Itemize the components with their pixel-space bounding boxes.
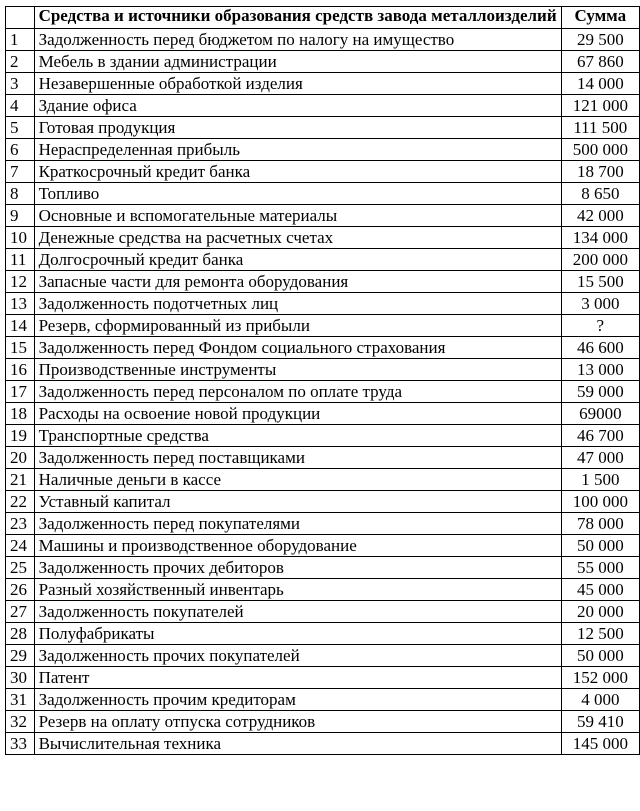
row-number: 30 [6, 667, 35, 689]
row-description: Задолженность перед поставщиками [34, 447, 561, 469]
row-description: Резерв, сформированный из прибыли [34, 315, 561, 337]
row-number: 2 [6, 51, 35, 73]
row-number: 24 [6, 535, 35, 557]
row-number: 15 [6, 337, 35, 359]
row-number: 25 [6, 557, 35, 579]
row-number: 14 [6, 315, 35, 337]
row-description: Задолженность перед персоналом по оплате труда [34, 381, 561, 403]
row-amount: 18 700 [561, 161, 639, 183]
table-row [6, 205, 640, 227]
row-description: Задолженность перед бюджетом по налогу на имущество [34, 29, 561, 51]
table-row [6, 403, 640, 425]
table-row [6, 469, 640, 491]
row-number: 21 [6, 469, 35, 491]
row-amount: 46 700 [561, 425, 639, 447]
row-number: 4 [6, 95, 35, 117]
row-amount: 69000 [561, 403, 639, 425]
row-amount: 50 000 [561, 645, 639, 667]
row-amount: 8 650 [561, 183, 639, 205]
row-number: 13 [6, 293, 35, 315]
table-row [6, 249, 640, 271]
table-row [6, 95, 640, 117]
row-description: Машины и производственное оборудование [34, 535, 561, 557]
row-amount: 12 500 [561, 623, 639, 645]
table-row [6, 29, 640, 51]
row-number: 12 [6, 271, 35, 293]
row-amount: 500 000 [561, 139, 639, 161]
row-number: 9 [6, 205, 35, 227]
table-row [6, 579, 640, 601]
row-amount: 152 000 [561, 667, 639, 689]
row-number: 11 [6, 249, 35, 271]
row-number: 10 [6, 227, 35, 249]
row-description: Вычислительная техника [34, 733, 561, 755]
table-header-row [6, 7, 640, 29]
row-description: Разный хозяйственный инвентарь [34, 579, 561, 601]
row-amount: 100 000 [561, 491, 639, 513]
table-row [6, 557, 640, 579]
row-number: 29 [6, 645, 35, 667]
row-number: 28 [6, 623, 35, 645]
row-amount: 46 600 [561, 337, 639, 359]
table-row [6, 447, 640, 469]
table-row [6, 425, 640, 447]
row-description: Задолженность прочих дебиторов [34, 557, 561, 579]
row-description: Задолженность прочих покупателей [34, 645, 561, 667]
row-number: 26 [6, 579, 35, 601]
row-description: Задолженность перед Фондом социального страхования [34, 337, 561, 359]
row-amount: 47 000 [561, 447, 639, 469]
row-number: 32 [6, 711, 35, 733]
row-amount: 78 000 [561, 513, 639, 535]
row-number: 18 [6, 403, 35, 425]
row-description: Производственные инструменты [34, 359, 561, 381]
row-number: 22 [6, 491, 35, 513]
table-row [6, 513, 640, 535]
table-row [6, 315, 640, 337]
table-row [6, 183, 640, 205]
row-number: 17 [6, 381, 35, 403]
row-description: Полуфабрикаты [34, 623, 561, 645]
row-number: 33 [6, 733, 35, 755]
row-amount: 4 000 [561, 689, 639, 711]
row-description: Задолженность перед покупателями [34, 513, 561, 535]
row-description: Задолженность подотчетных лиц [34, 293, 561, 315]
row-amount: 134 000 [561, 227, 639, 249]
row-number: 7 [6, 161, 35, 183]
row-amount: 55 000 [561, 557, 639, 579]
table-row [6, 381, 640, 403]
table-row [6, 667, 640, 689]
row-description: Долгосрочный кредит банка [34, 249, 561, 271]
row-amount: 42 000 [561, 205, 639, 227]
row-amount: 13 000 [561, 359, 639, 381]
row-amount: 111 500 [561, 117, 639, 139]
table-row [6, 139, 640, 161]
row-number: 8 [6, 183, 35, 205]
table-row [6, 271, 640, 293]
table-row [6, 51, 640, 73]
assets-sources-table [5, 6, 640, 755]
table-row [6, 645, 640, 667]
row-description: Готовая продукция [34, 117, 561, 139]
row-number: 1 [6, 29, 35, 51]
row-description: Мебель в здании администрации [34, 51, 561, 73]
header-description: Средства и источники образования средств завода металлоизделий [34, 7, 561, 29]
table-row [6, 161, 640, 183]
table-row [6, 733, 640, 755]
row-number: 5 [6, 117, 35, 139]
row-description: Уставный капитал [34, 491, 561, 513]
row-amount: 15 500 [561, 271, 639, 293]
table-row [6, 73, 640, 95]
row-description: Резерв на оплату отпуска сотрудников [34, 711, 561, 733]
table-row [6, 337, 640, 359]
table-row [6, 117, 640, 139]
row-number: 23 [6, 513, 35, 535]
row-amount: 50 000 [561, 535, 639, 557]
row-number: 20 [6, 447, 35, 469]
row-description: Нераспределенная прибыль [34, 139, 561, 161]
table-row [6, 535, 640, 557]
row-amount: 67 860 [561, 51, 639, 73]
row-amount: ? [561, 315, 639, 337]
row-description: Денежные средства на расчетных счетах [34, 227, 561, 249]
table-row [6, 623, 640, 645]
header-amount: Сумма [561, 7, 639, 29]
row-amount: 59 410 [561, 711, 639, 733]
row-description: Задолженность покупателей [34, 601, 561, 623]
row-amount: 145 000 [561, 733, 639, 755]
row-amount: 200 000 [561, 249, 639, 271]
table-row [6, 359, 640, 381]
row-description: Задолженность прочим кредиторам [34, 689, 561, 711]
row-description: Транспортные средства [34, 425, 561, 447]
row-description: Краткосрочный кредит банка [34, 161, 561, 183]
row-description: Запасные части для ремонта оборудования [34, 271, 561, 293]
row-description: Патент [34, 667, 561, 689]
row-number: 19 [6, 425, 35, 447]
row-amount: 29 500 [561, 29, 639, 51]
row-number: 6 [6, 139, 35, 161]
row-number: 16 [6, 359, 35, 381]
row-description: Расходы на освоение новой продукции [34, 403, 561, 425]
row-description: Основные и вспомогательные материалы [34, 205, 561, 227]
row-amount: 3 000 [561, 293, 639, 315]
row-description: Наличные деньги в кассе [34, 469, 561, 491]
row-number: 27 [6, 601, 35, 623]
row-amount: 59 000 [561, 381, 639, 403]
row-amount: 20 000 [561, 601, 639, 623]
row-amount: 14 000 [561, 73, 639, 95]
table-row [6, 689, 640, 711]
row-amount: 121 000 [561, 95, 639, 117]
row-number: 31 [6, 689, 35, 711]
row-description: Незавершенные обработкой изделия [34, 73, 561, 95]
table-row [6, 711, 640, 733]
row-amount: 45 000 [561, 579, 639, 601]
table-row [6, 227, 640, 249]
header-number [6, 7, 35, 29]
row-description: Топливо [34, 183, 561, 205]
row-description: Здание офиса [34, 95, 561, 117]
table-row [6, 293, 640, 315]
row-number: 3 [6, 73, 35, 95]
row-amount: 1 500 [561, 469, 639, 491]
table-row [6, 491, 640, 513]
table-row [6, 601, 640, 623]
